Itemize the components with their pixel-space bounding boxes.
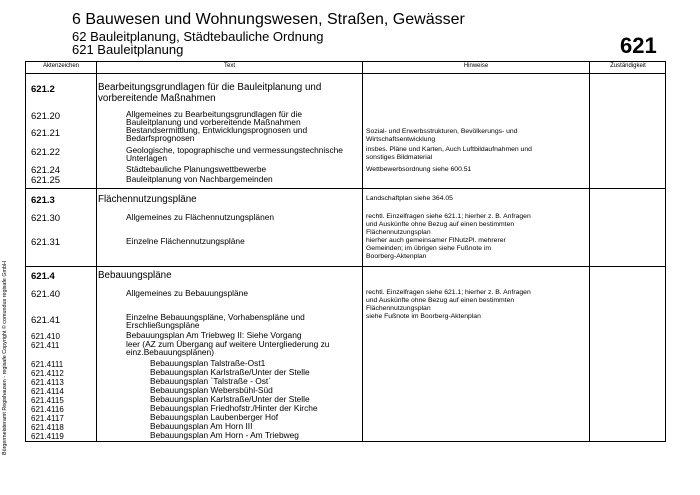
table-row-text: Bestandsermittlung, Entwicklungsprognosen und: [126, 125, 308, 135]
table-row-text: Flächennutzungspläne: [98, 194, 197, 205]
table-row-text: Bebauungsplan Laubenberger Hof: [150, 412, 279, 422]
table-row-text: Unterlagen: [126, 153, 167, 163]
table-row-hint: Flächennutzungsplan: [366, 305, 431, 312]
table-row-az: 621.30: [31, 213, 61, 224]
table-row-hint: rechtl. Einzelfragen siehe 621.1; hierher z. B. Anfragen: [366, 289, 531, 296]
table-row-text: Einzelne Bebauungspläne, Vorhabenspläne und: [126, 312, 305, 322]
col-header-hinweise: Hinweise: [463, 63, 489, 69]
table-row-az: 621.20: [31, 111, 61, 122]
table-row-az: 621.24: [31, 165, 61, 176]
table-row-text: vorbereitende Maßnahmen: [98, 93, 216, 104]
table-row-text: Allgemeines zu Bebauungspläne: [126, 288, 248, 298]
column-divider: [589, 62, 590, 441]
table-row-az: 621.4119: [31, 432, 64, 441]
table-row-hint: rechtl. Einzelfragen siehe 621.1; hierher z. B. Anfragen: [366, 213, 531, 220]
table-row-text: leer (AZ zum Übergang auf weitere Untergliederung zu: [126, 339, 330, 349]
table-row-text: Bearbeitungsgrundlagen für die Bauleitplanung und: [98, 82, 322, 93]
table-row-hint: Landschaftplan siehe 364.05: [366, 195, 453, 202]
group-divider: [26, 188, 665, 189]
table-row-az: 621.40: [31, 289, 61, 300]
col-header-aktenzeichen: Aktenzeichen: [42, 63, 80, 69]
table-row-az: 621.4116: [31, 405, 64, 414]
table-row-az: 621.4114: [31, 387, 64, 396]
col-header-text: Text: [223, 63, 235, 69]
section-title: 62 Bauleitplanung, Städtebauliche Ordnung: [72, 29, 324, 44]
table-row-az: 621.31: [31, 237, 61, 248]
table-row-text: Bebauungsplan Talstraße-Ost1: [150, 358, 266, 368]
table-row-text: Bauleitplanung und vorbereitende Maßnahmen: [126, 117, 301, 127]
table-row-hint: und Auskünfte ohne Bezug auf einen bestimmten: [366, 221, 515, 228]
table-row-text: Allgemeines zu Bearbeitungsgrundlagen für die: [126, 109, 302, 119]
table-row-text: Bebauungsplan Am Triebweg II: Siehe Vorgang: [126, 330, 302, 340]
table-header: [26, 62, 665, 74]
table-row-az: 621.21: [31, 128, 61, 139]
table-row-text: Bebauungsplan Karlstraße/Unter der Stelle: [150, 367, 310, 377]
table-row-text: Bebauungsplan Friedhofstr./Hinter der Kirche: [150, 403, 318, 413]
table-row-hint: Gemeinden; im übrigen siehe Fußnote im: [366, 245, 492, 252]
table-row-text: Bedarfsprognosen: [126, 133, 195, 143]
copyright-side-text: Bürgermeisteramt Regishausen - regisafe Copyright © comundus regisafe GmbH: [2, 261, 8, 455]
table-row-hint: hierher auch gemeinsamer FlNutzPl. mehrerer: [366, 237, 506, 244]
table-row-text: Bebauungsplan Karlstraße/Unter der Stelle: [150, 394, 310, 404]
table-row-az: 621.4112: [31, 369, 64, 378]
table-row-az: 621.4113: [31, 378, 64, 387]
table-row-az: 621.410: [31, 332, 60, 341]
table-row-az: 621.2: [31, 84, 55, 95]
table-row-az: 621.4115: [31, 396, 64, 405]
table-row-az: 621.4111: [31, 360, 64, 369]
table-row-text: einz.Bebauungsplänen): [126, 347, 215, 357]
table-row-az: 621.22: [31, 147, 61, 158]
table-row-text: Geologische, topographische und vermessungstechnische: [126, 145, 343, 155]
file-plan-table: [25, 61, 666, 442]
table-row-hint: insbes. Pläne und Karten, Auch Luftbildaufnahmen und: [366, 146, 532, 153]
page-code: 621: [620, 33, 657, 58]
table-row-text: Bebauungspläne: [98, 270, 172, 281]
table-row-hint: Sozial- und Erwerbsstrukturen, Bevölkerungs- und: [366, 128, 518, 135]
table-row-text: Bebauungsplan Webersbühl-Süd: [150, 385, 273, 395]
table-row-text: Erschließungspläne: [126, 320, 200, 330]
table-row-hint: und Auskünfte ohne Bezug auf einen bestimmten: [366, 297, 515, 304]
table-row-text: Bauleitplanung von Nachbargemeinden: [126, 174, 273, 184]
table-row-az: 621.4117: [31, 414, 64, 423]
table-row-text: Bebauungsplan Am Horn - Am Triebweg: [150, 430, 299, 440]
col-header-zustaendigkeit: Zuständigkeit: [610, 63, 646, 69]
table-row-az: 621.4: [31, 271, 55, 282]
table-row-text: Bebauungsplan `Talstraße - Ost`: [150, 376, 272, 386]
table-row-hint: Boorberg-Aktenplan: [366, 253, 427, 260]
group-divider: [26, 266, 665, 267]
table-row-hint: Wettbewerbsordnung siehe 600.51: [366, 166, 472, 173]
table-row-hint: Wirtschaftsentwicklung: [366, 136, 436, 143]
subsection-title: 621 Bauleitplanung: [72, 42, 184, 57]
table-row-az: 621.3: [31, 195, 55, 206]
table-row-text: Städtebauliche Planungswettbewerbe: [126, 164, 267, 174]
table-row-az: 621.411: [31, 341, 60, 350]
table-row-az: 621.41: [31, 315, 61, 326]
table-row-text: Einzelne Flächennutzungspläne: [126, 236, 245, 246]
column-divider: [362, 62, 363, 441]
table-row-hint: Flächennutzungsplan: [366, 229, 431, 236]
table-row-text: Bebauungsplan Am Horn III: [150, 421, 253, 431]
table-row-hint: sonstiges Bildmaterial: [366, 154, 433, 161]
table-row-hint: siehe Fußnote im Boorberg-Aktenplan: [366, 313, 481, 320]
column-divider: [96, 62, 97, 441]
table-row-text: Allgemeines zu Flächennutzungsplänen: [126, 212, 275, 222]
table-row-az: 621.25: [31, 175, 61, 186]
chapter-title: 6 Bauwesen und Wohnungswesen, Straßen, Gewässer: [72, 11, 465, 28]
table-row-az: 621.4118: [31, 423, 64, 432]
